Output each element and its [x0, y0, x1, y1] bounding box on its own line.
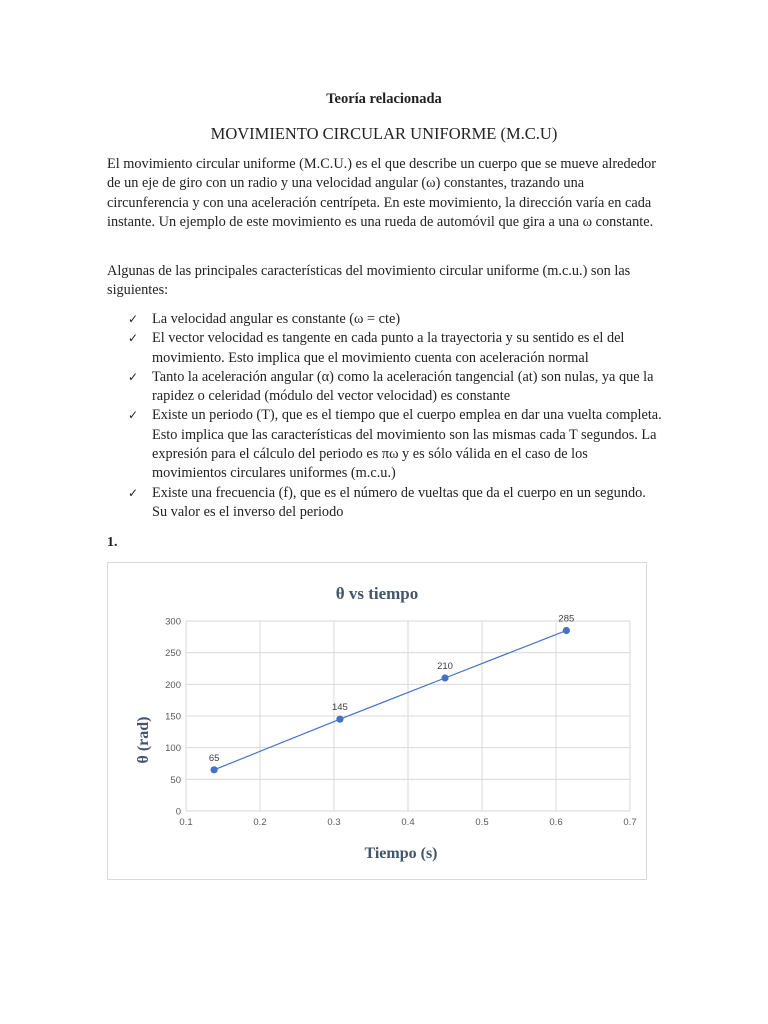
chart-title: θ vs tiempo	[335, 584, 419, 603]
chart-series	[209, 614, 574, 774]
list-item	[128, 310, 663, 329]
list-item-text: Existe una frecuencia (f), que es el número de vueltas que da el cuerpo en un segundo. Su valor es el inverso del periodo	[152, 484, 646, 520]
list-item	[128, 368, 663, 407]
chart-ticks	[165, 617, 636, 829]
y-tick-label: 100	[165, 743, 181, 755]
section-heading: Teoría relacionada	[326, 91, 442, 107]
data-point	[211, 766, 218, 773]
list-item	[128, 406, 663, 483]
list-item-text: Tanto la aceleración angular (α) como la aceleración tangencial (at) son nulas, ya que la rapidez o celeridad (módulo del vector velocidad) es constante	[152, 368, 654, 405]
data-label: 285	[558, 613, 575, 625]
data-label: 145	[331, 702, 348, 714]
data-label: 65	[208, 752, 220, 764]
series-line	[214, 631, 566, 770]
characteristics-intro: Algunas de las principales características del movimiento circular uniforme (m.c.u.) son las siguientes:	[107, 263, 631, 299]
checkmark-icon: ✓	[128, 408, 139, 423]
y-tick-label: 200	[165, 679, 181, 691]
checkmark-icon: ✓	[128, 331, 139, 346]
theta-vs-time-chart	[108, 563, 646, 879]
list-item	[128, 484, 663, 523]
data-point	[441, 674, 448, 681]
y-tick-label: 150	[165, 711, 181, 723]
data-point	[336, 716, 343, 723]
intro-paragraph: El movimiento circular uniforme (M.C.U.) es el que describe un cuerpo que se mueve alrededor de un eje de giro con un radio y una velocidad angular (ω) constantes, trazando una circunferencia y con una aceleración centrípeta. En este movimiento, la dirección varía en cada instante. Un ejemplo de este movimiento es una rueda de automóvil que gira a una ω constante.	[107, 156, 657, 230]
chart-container	[107, 562, 647, 880]
x-axis-label: Tiempo (s)	[364, 845, 438, 862]
x-tick-label: 0.3	[327, 817, 341, 828]
x-tick-label: 0.1	[179, 817, 193, 828]
x-tick-label: 0.5	[475, 817, 489, 828]
x-tick-label: 0.4	[401, 817, 415, 828]
checkmark-icon: ✓	[128, 369, 139, 384]
x-tick-label: 0.2	[253, 817, 267, 828]
checkmark-icon: ✓	[128, 485, 139, 500]
y-tick-label: 250	[165, 648, 181, 660]
list-item-text: El vector velocidad es tangente en cada punto a la trayectoria y su sentido es el del movimiento. Esto implica que el movimiento cuenta con aceleración normal	[152, 330, 625, 366]
y-tick-label: 50	[170, 774, 181, 786]
chart-grid	[186, 621, 630, 811]
data-point	[563, 627, 570, 634]
y-tick-label: 0	[175, 806, 181, 818]
list-item	[128, 329, 663, 368]
x-tick-label: 0.7	[623, 817, 637, 828]
y-tick-label: 300	[165, 616, 181, 628]
document-title: MOVIMIENTO CIRCULAR UNIFORME (M.C.U)	[210, 124, 558, 143]
question-number: 1.	[107, 535, 118, 550]
y-axis-label: θ (rad)	[135, 716, 152, 764]
list-item-text: La velocidad angular es constante (ω = cte)	[152, 311, 401, 327]
characteristics-list	[128, 310, 663, 522]
x-tick-label: 0.6	[549, 817, 563, 828]
data-label: 210	[437, 661, 453, 672]
checkmark-icon: ✓	[128, 312, 139, 326]
list-item-text: Existe un periodo (T), que es el tiempo que el cuerpo emplea en dar una vuelta completa. Esto implica que las características del movimiento son las mismas cada T segundos. La expresión para el cálculo del periodo es πω y es sólo válida en el caso de los movimientos circulares uniformes (m.c.u.)	[152, 407, 662, 482]
